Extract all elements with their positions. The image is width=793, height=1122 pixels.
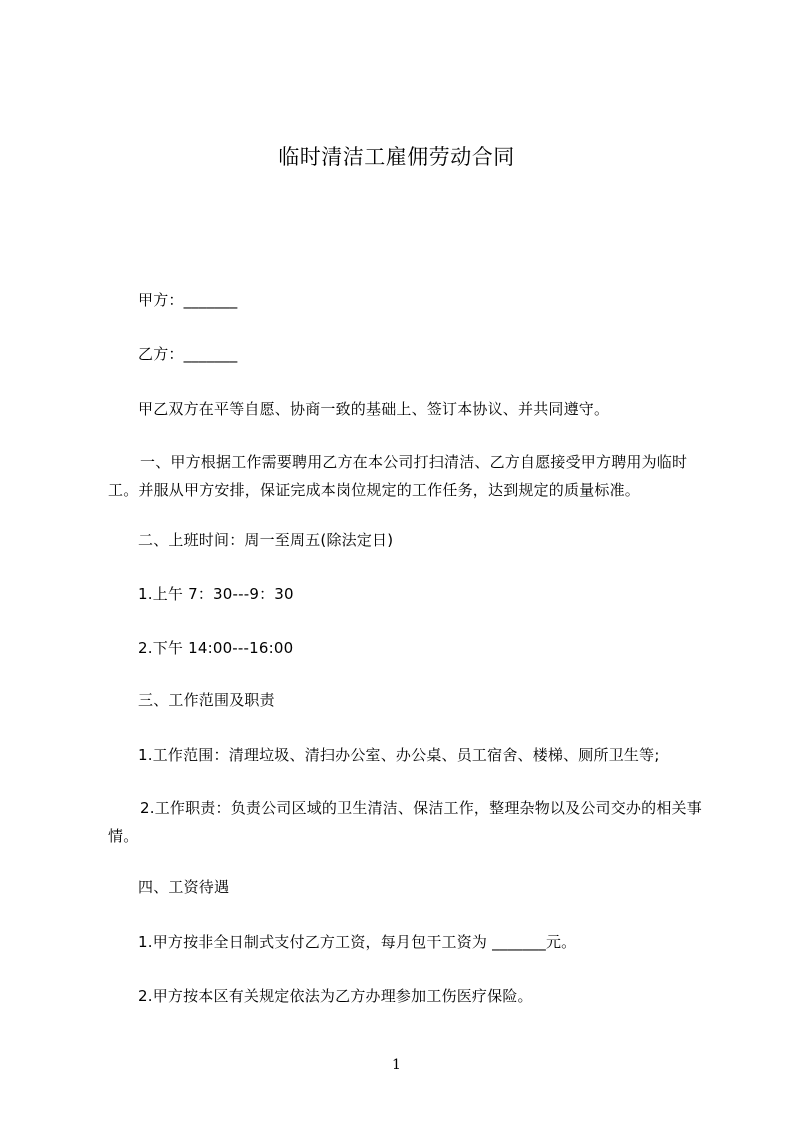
page-number: 1 [392, 1057, 401, 1073]
clause-4-item-1: 1.甲方按非全日制式支付乙方工资，每月包干工资为 _______元。 [138, 933, 577, 951]
party-b-line: 乙方：_______ [138, 345, 238, 363]
clause-4-heading: 四、工资待遇 [138, 878, 230, 896]
clause-3-item-1: 1.工作范围：清理垃圾、清扫办公室、办公桌、员工宿舍、楼梯、厕所卫生等; [138, 746, 660, 764]
clause-3-item-2: 2.工作职责：负责公司区域的卫生清洁、保洁工作，整理杂物以及公司交办的相关事情。 [108, 799, 702, 845]
clause-2-item-2: 2.下午 14:00---16:00 [138, 639, 294, 657]
clause-2-item-1: 1.上午 7：30---9：30 [138, 585, 294, 603]
clause-1-paragraph: 一、甲方根据工作需要聘用乙方在本公司打扫清洁、乙方自愿接受甲方聘用为临时工。并服从甲方安排，保证完成本岗位规定的工作任务，达到规定的质量标准。 [108, 453, 688, 499]
document-title: 临时清洁工雇佣劳动合同 [278, 145, 515, 169]
clause-4-item-2: 2.甲方按本区有关规定依法为乙方办理参加工伤医疗保险。 [138, 987, 533, 1005]
party-a-line: 甲方：_______ [138, 291, 238, 309]
intro-paragraph: 甲乙双方在平等自愿、协商一致的基础上、签订本协议、并共同遵守。 [138, 400, 610, 418]
clause-3-heading: 三、工作范围及职责 [138, 691, 275, 709]
clause-2-heading: 二、上班时间：周一至周五(除法定日) [138, 531, 394, 549]
